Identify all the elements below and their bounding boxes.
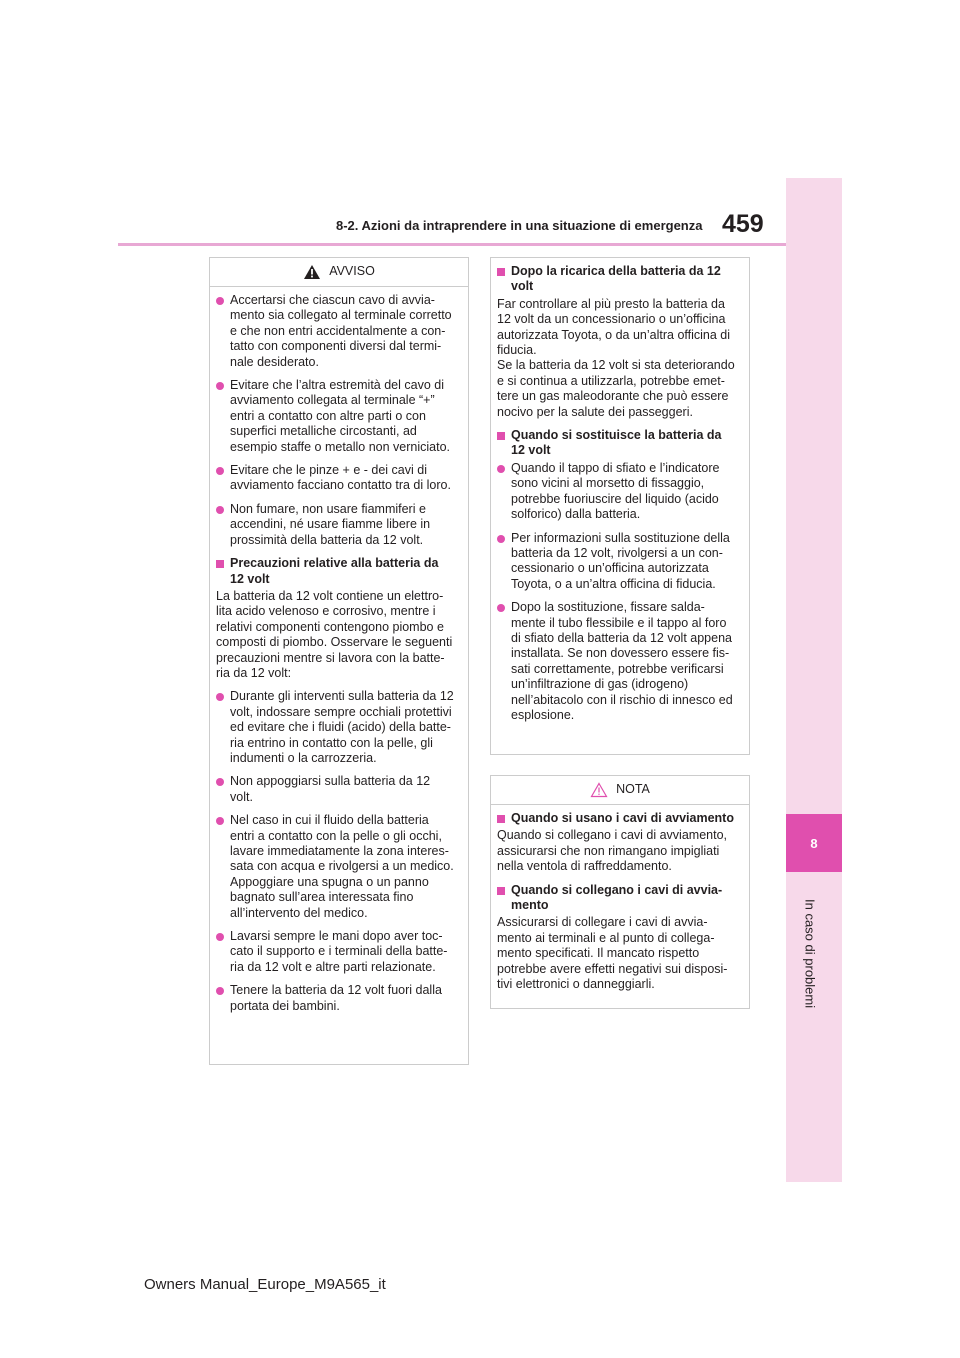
list-item (497, 600, 739, 723)
section-heading (497, 811, 739, 826)
square-bullet-icon (497, 268, 505, 276)
list-item (216, 983, 458, 1014)
page-number: 459 (722, 210, 764, 238)
section-heading (497, 428, 739, 459)
bullet-dot-icon (497, 535, 505, 543)
list-item (216, 774, 458, 805)
bullet-text: Accertarsi che ciascun cavo di avvia- mento sia collegato al terminale corretto e che non entri accidentalmente a con- tatto con componenti diversi dal termi- nale desiderato. (230, 293, 452, 369)
bullet-dot-icon (216, 817, 224, 825)
section-heading (216, 556, 458, 587)
bullet-dot-icon (497, 604, 505, 612)
note-box (490, 775, 750, 1009)
bullet-text: Per informazioni sulla sostituzione della batteria da 12 volt, rivolgersi a un con- cessionario o un’officina autorizzata Toyota, o a un’altra officina di fiducia. (511, 530, 730, 591)
section-title: 8-2. Azioni da intraprendere in una situazione di emergenza (336, 218, 703, 233)
section-paragraph: La batteria da 12 volt contiene un elettro- lita acido velenoso e corrosivo, mentre i relativi componenti contengono piombo e composti di piombo. Osservare le seguenti precauzioni mentre si lavora con la batte- ria da 12 volt: (216, 588, 453, 680)
bullet-dot-icon (216, 693, 224, 701)
section-heading (497, 264, 739, 295)
section-heading-text: Quando si collegano i cavi di avvia- mento (511, 882, 723, 913)
bullet-text: Lavarsi sempre le mani dopo aver toc- cato il supporto e i terminali della batte- ria da 12 volt e altre parti relazionate. (230, 929, 448, 974)
note-title: NOTA (616, 782, 650, 797)
bullet-text: Nel caso in cui il fluido della batteria entri a contatto con la pelle o gli occhi, lavare immediatamente la zona interes- sata con acqua e rivolgersi a un medico. Appoggiare una spugna o un panno bagnato sull’area interessata fino all’intervento del medico. (230, 813, 454, 920)
list-item (497, 461, 739, 523)
square-bullet-icon (497, 887, 505, 895)
list-item (497, 531, 739, 593)
bullet-dot-icon (216, 987, 224, 995)
section-heading (497, 883, 739, 914)
warning-box (209, 257, 469, 1065)
bullet-text: Non appoggiarsi sulla batteria da 12 volt. (230, 774, 431, 804)
list-item (216, 813, 458, 921)
bullet-text: Tenere la batteria da 12 volt fuori dalla portata dei bambini. (230, 983, 442, 1013)
section-heading-text: Dopo la ricarica della batteria da 12 volt (511, 264, 721, 294)
bullet-text: Evitare che l’altra estremità del cavo di avviamento collegata al terminale “+” entri a contatto con altre parti o con superfici metalliche circostanti, ad esempio staffe o metallo non verniciato. (230, 378, 451, 454)
list-item (216, 929, 458, 975)
chapter-side-tab (786, 178, 842, 1182)
document-id: Owners Manual_Europe_M9A565_it (144, 1276, 386, 1293)
bullet-dot-icon (497, 465, 505, 473)
chapter-label-container (800, 884, 820, 1024)
square-bullet-icon (497, 432, 505, 440)
section-paragraph: Assicurarsi di collegare i cavi di avvia- mento ai terminali e al punto di collega- mento specificati. Il mancato rispetto potrebbe avere effetti negativi sui disposi- tivi elettronici o danneggiarli. (497, 915, 728, 992)
bullet-dot-icon (216, 933, 224, 941)
warning-triangle-icon (303, 264, 321, 280)
chapter-number: 8 (810, 835, 818, 851)
bullet-text: Dopo la sostituzione, fissare salda- mente il tubo flessibile e il tappo al foro di sfiato della batteria da 12 volt appena installata. Se non dovessero essere fis- sati correttamente, potrebbe verificarsi un’infiltrazione di gas (idrogeno) nell’abitacolo con il rischio di innesco ed esplosione. (511, 600, 733, 722)
bullet-text: Durante gli interventi sulla batteria da 12 volt, indossare sempre occhiali protettivi ed evitare che i fluidi (acido) della batte- ria entrino in contatto con la pelle, gli indumenti o la carrozzeria. (230, 689, 454, 765)
section-heading-text: Quando si usano i cavi di avviamento (511, 811, 734, 825)
warning-continuation-box (490, 257, 750, 755)
warning-box-header (210, 258, 468, 287)
section-heading-text: Quando si sostituisce la batteria da 12 volt (511, 428, 722, 458)
bullet-dot-icon (216, 506, 224, 514)
square-bullet-icon (216, 560, 224, 568)
bullet-dot-icon (216, 297, 224, 305)
bullet-text: Evitare che le pinze + e - dei cavi di avviamento facciano contatto tra di loro. (230, 463, 451, 493)
header-divider (118, 243, 786, 246)
bullet-dot-icon (216, 467, 224, 475)
bullet-dot-icon (216, 382, 224, 390)
caution-triangle-icon (590, 782, 608, 798)
chapter-number-box (786, 814, 842, 872)
list-item (216, 689, 458, 766)
section-paragraph: Far controllare al più presto la batteria da 12 volt da un concessionario o un’officina autorizzata Toyota, o da un’altra officina di fiducia. Se la batteria da 12 volt si sta deteriorando e si continua a utilizzarla, potrebbe emet- tere un gas maleodorante che può essere nocivo per la salute dei passeggeri. (497, 296, 735, 419)
square-bullet-icon (497, 815, 505, 823)
bullet-text: Non fumare, non usare fiammiferi e accendini, né usare fiamme libere in prossimità della batteria da 12 volt. (230, 501, 431, 547)
list-item (216, 502, 458, 548)
list-item (216, 293, 458, 370)
chapter-label: In caso di problemi (802, 899, 818, 1009)
bullet-text: Quando il tappo di sfiato e l’indicatore sono vicini al morsetto di fissaggio, potrebbe fuoriuscire del liquido (acido solforico) dalla batteria. (511, 460, 720, 522)
list-item (216, 378, 458, 455)
note-box-header (491, 776, 749, 805)
section-paragraph: Quando si collegano i cavi di avviamento, assicurarsi che non rimangano impigliati nella ventola di raffreddamento. (497, 828, 727, 874)
bullet-dot-icon (216, 778, 224, 786)
section-heading-text: Precauzioni relative alla batteria da 12 volt (230, 556, 439, 586)
list-item (216, 463, 458, 494)
warning-title: AVVISO (329, 264, 375, 279)
